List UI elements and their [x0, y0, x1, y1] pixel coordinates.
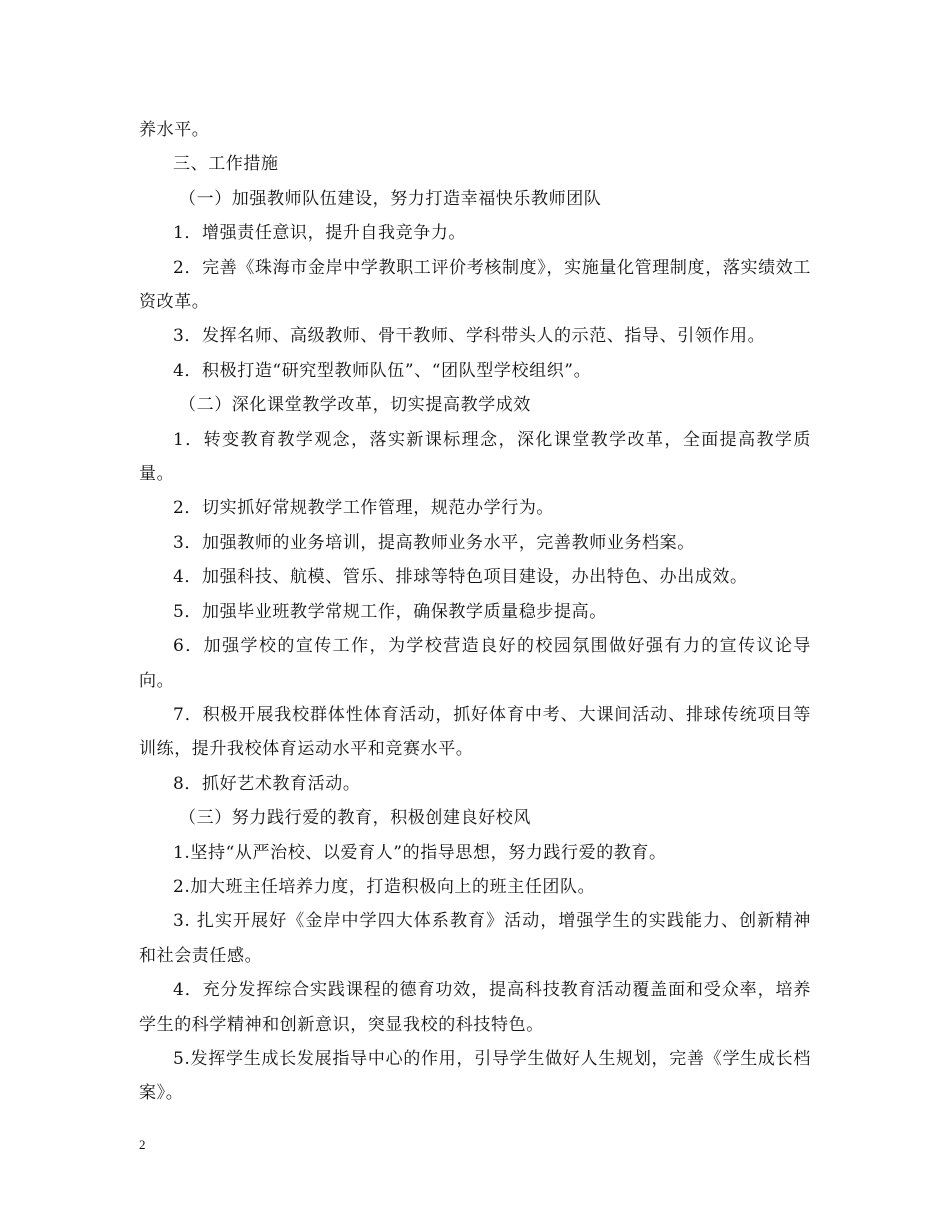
paragraph: 2.加大班主任培养力度，打造积极向上的班主任团队。 — [173, 876, 596, 897]
paragraph: 1．增强责任意识，提升自我竞争力。 — [173, 223, 467, 244]
paragraph: 三、工作措施 — [173, 154, 279, 175]
document-body — [139, 113, 811, 1111]
page-number: 2 — [139, 1137, 146, 1152]
paragraph: 3．加强教师的业务培训，提高教师业务水平，完善教师业务档案。 — [173, 532, 695, 553]
paragraph: 3．发挥名师、高级教师、骨干教师、学科带头人的示范、指导、引领作用。 — [173, 326, 766, 347]
paragraph: 养水平。 — [139, 120, 210, 140]
paragraph: （二）深化课堂教学改革，切实提高教学成效 — [179, 395, 531, 416]
paragraph: 3. 扎实开展好《金岸中学四大体系教育》活动，增强学生的实践能力、创新精神和社会责任感。 — [139, 911, 811, 966]
paragraph: （一）加强教师队伍建设，努力打造幸福快乐教师团队 — [179, 188, 602, 209]
paragraph: 6．加强学校的宣传工作，为学校营造良好的校园氛围做好强有力的宣传议论导向。 — [139, 636, 811, 691]
paragraph: 5.发挥学生成长发展指导中心的作用，引导学生做好人生规划，完善《学生成长档案》。 — [139, 1048, 811, 1104]
paragraph: （三）努力践行爱的教育，积极创建良好校风 — [179, 808, 531, 829]
paragraph: 4．充分发挥综合实践课程的德育功效，提高科技教育活动覆盖面和受众率，培养学生的科学精神和创新意识，突显我校的科技特色。 — [139, 980, 811, 1035]
paragraph: 5．加强毕业班教学常规工作，确保教学质量稳步提高。 — [173, 601, 607, 622]
paragraph: 8．抓好艺术教育活动。 — [173, 773, 361, 794]
paragraph: 2．切实抓好常规教学工作管理，规范办学行为。 — [173, 498, 555, 519]
paragraph: 4．加强科技、航模、管乐、排球等特色项目建设，办出特色、办出成效。 — [173, 567, 748, 588]
paragraph: 4．积极打造“研究型教师队伍”、“团队型学校组织”。 — [173, 360, 592, 381]
paragraph: 2．完善《珠海市金岸中学教职工评价考核制度》，实施量化管理制度，落实绩效工资改革。 — [139, 257, 811, 313]
paragraph: 1.坚持“从严治校、以爱育人”的指导思想，努力践行爱的教育。 — [173, 842, 667, 863]
paragraph: 1．转变教育教学观念，落实新课标理念，深化课堂教学改革，全面提高教学质量。 — [139, 429, 811, 485]
paragraph: 7．积极开展我校群体性体育活动，抓好体育中考、大课间活动、排球传统项目等训练，提升我校体育运动水平和竞赛水平。 — [139, 704, 811, 760]
